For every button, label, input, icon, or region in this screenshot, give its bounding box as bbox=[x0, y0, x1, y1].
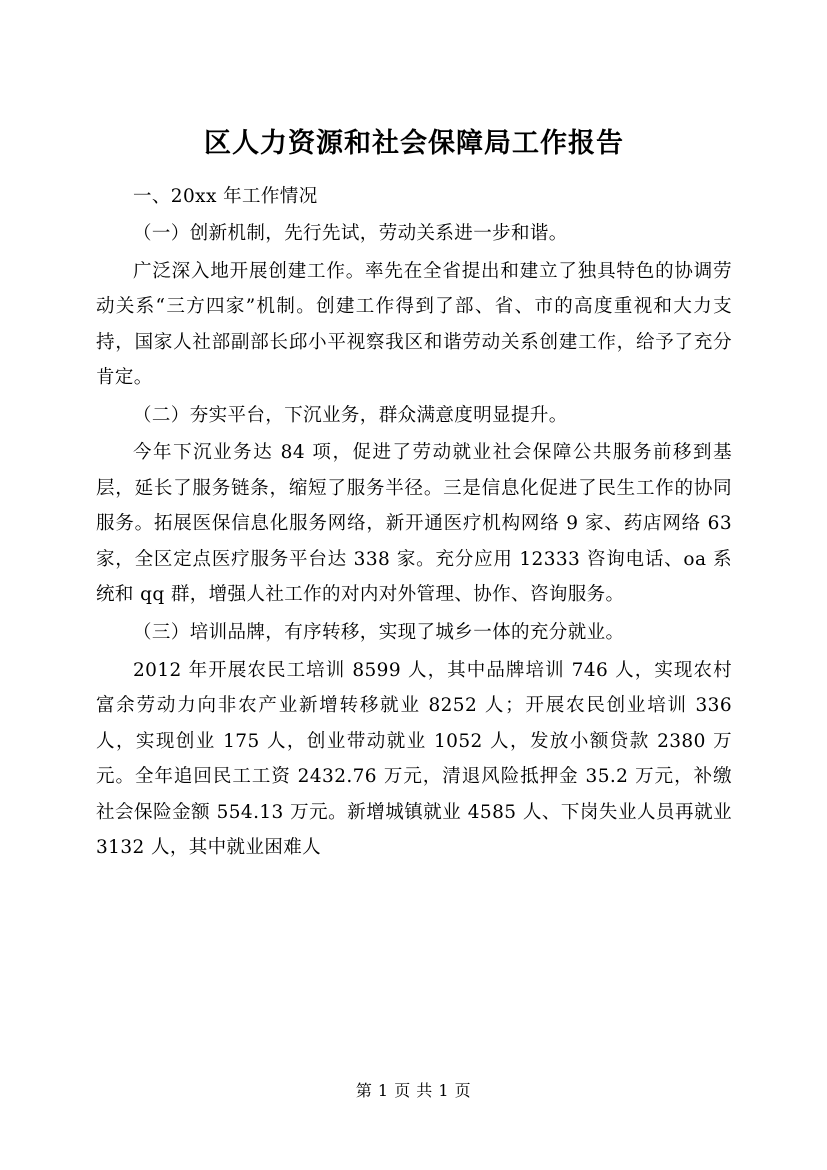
paragraph-subsection-3-body: 2012 年开展农民工培训 8599 人，其中品牌培训 746 人，实现农村富余劳动力向非农产业新增转移就业 8252 人；开展农民创业培训 336 人，实现创业 175 人，创业带动就业 1052 人，发放小额贷款 2380 万元。全年追回民工工资 2432.76 万元，清退风险抵押金 35.2 万元，补缴社会保险金额 554.13 万元。新增城镇就业 4585 人、下岗失业人员再就业 3132 人，其中就业困难人 bbox=[96, 659, 732, 859]
page-indicator: 第 1 页 共 1 页 bbox=[355, 1081, 472, 1100]
page-title: 区人力资源和社会保障局工作报告 bbox=[204, 128, 624, 159]
paragraph-subsection-1-body: 广泛深入地开展创建工作。率先在全省提出和建立了独具特色的协调劳动关系“三方四家”机制。创建工作得到了部、省、市的高度重视和大力支持，国家人社部副部长邱小平视察我区和谐劳动关系创建工作，给予了充分肯定。 bbox=[96, 260, 732, 389]
paragraph-subsection-2-heading: （二）夯实平台，下沉业务，群众满意度明显提升。 bbox=[133, 404, 568, 426]
paragraph-subsection-2-body: 今年下沉业务达 84 项，促进了劳动就业社会保障公共服务前移到基层，延长了服务链条，缩短了服务半径。三是信息化促进了民生工作的协同服务。拓展医保信息化服务网络，新开通医疗机构网络 9 家、药店网络 63 家，全区定点医疗服务平台达 338 家。充分应用 12333 咨询电话、oa 系统和 qq 群，增强人社工作的对内对外管理、协作、咨询服务。 bbox=[96, 442, 732, 606]
paragraph-section-heading-year: 一、20xx 年工作情况 bbox=[133, 185, 318, 207]
page-footer bbox=[0, 1078, 827, 1101]
paragraph-subsection-1-heading: （一）创新机制，先行先试，劳动关系进一步和谐。 bbox=[133, 223, 568, 245]
document-body bbox=[96, 125, 732, 866]
paragraph-subsection-3-heading: （三）培训品牌，有序转移，实现了城乡一体的充分就业。 bbox=[133, 621, 625, 643]
